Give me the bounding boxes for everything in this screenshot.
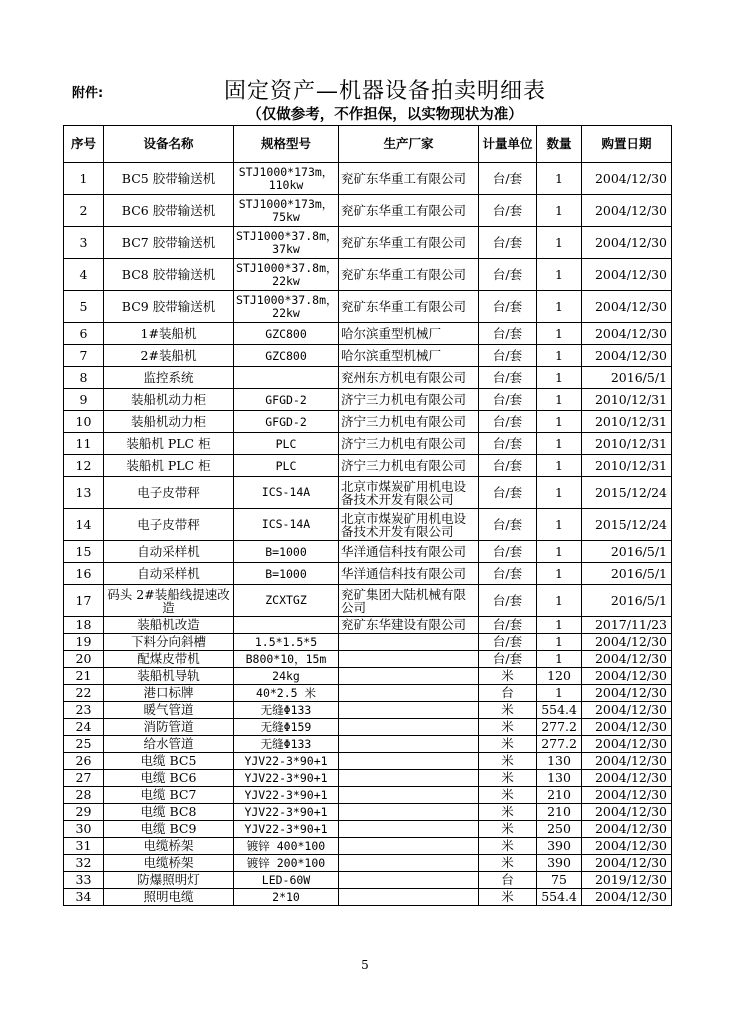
cell-maker <box>339 889 479 906</box>
cell-name: 1#装船机 <box>104 323 234 345</box>
table-row <box>64 291 672 323</box>
cell-qty: 1 <box>537 585 582 617</box>
cell-no: 17 <box>64 585 104 617</box>
cell-date: 2010/12/31 <box>582 389 672 411</box>
cell-maker: 华洋通信科技有限公司 <box>339 541 479 563</box>
cell-no: 12 <box>64 455 104 477</box>
col-header-unit: 计量单位 <box>479 126 537 163</box>
cell-no: 10 <box>64 411 104 433</box>
cell-spec: 24kg <box>234 668 339 685</box>
cell-spec: YJV22-3*90+1 <box>234 753 339 770</box>
cell-name: 装船机导轨 <box>104 668 234 685</box>
table-body <box>64 163 672 906</box>
cell-unit: 台/套 <box>479 411 537 433</box>
cell-no: 27 <box>64 770 104 787</box>
cell-spec: 2*10 <box>234 889 339 906</box>
cell-no: 19 <box>64 634 104 651</box>
cell-spec: GZC800 <box>234 323 339 345</box>
table-row <box>64 345 672 367</box>
cell-no: 15 <box>64 541 104 563</box>
table-row <box>64 804 672 821</box>
cell-name: 配煤皮带机 <box>104 651 234 668</box>
table-row <box>64 770 672 787</box>
cell-unit: 台/套 <box>479 259 537 291</box>
cell-spec: 40*2.5 米 <box>234 685 339 702</box>
cell-no: 4 <box>64 259 104 291</box>
cell-spec: PLC <box>234 455 339 477</box>
cell-unit: 米 <box>479 838 537 855</box>
cell-unit: 台 <box>479 685 537 702</box>
table-row <box>64 872 672 889</box>
cell-spec: YJV22-3*90+1 <box>234 787 339 804</box>
cell-spec: PLC <box>234 433 339 455</box>
cell-spec: 镀锌 400*100 <box>234 838 339 855</box>
cell-date: 2004/12/30 <box>582 855 672 872</box>
cell-name: 装船机动力柜 <box>104 389 234 411</box>
cell-qty: 390 <box>537 855 582 872</box>
table-row <box>64 787 672 804</box>
page-number: 5 <box>361 958 369 972</box>
cell-name: 下料分向斜槽 <box>104 634 234 651</box>
cell-qty: 120 <box>537 668 582 685</box>
cell-qty: 1 <box>537 455 582 477</box>
cell-maker <box>339 685 479 702</box>
cell-date: 2004/12/30 <box>582 702 672 719</box>
cell-unit: 台/套 <box>479 323 537 345</box>
cell-unit: 台/套 <box>479 389 537 411</box>
cell-spec: GFGD-2 <box>234 411 339 433</box>
cell-name: 给水管道 <box>104 736 234 753</box>
cell-no: 25 <box>64 736 104 753</box>
cell-spec <box>234 367 339 389</box>
cell-spec: STJ1000*37.8m，22kw <box>234 291 339 323</box>
cell-maker <box>339 702 479 719</box>
cell-date: 2004/12/30 <box>582 787 672 804</box>
cell-date: 2019/12/30 <box>582 872 672 889</box>
page-subtitle: （仅做参考，不作担保，以实物现状为准） <box>247 107 523 123</box>
cell-no: 11 <box>64 433 104 455</box>
table-row <box>64 509 672 541</box>
cell-unit: 台/套 <box>479 367 537 389</box>
cell-unit: 米 <box>479 804 537 821</box>
cell-spec: 无缝Φ159 <box>234 719 339 736</box>
cell-maker <box>339 838 479 855</box>
cell-name: 装船机改造 <box>104 617 234 634</box>
cell-maker: 济宁三力机电有限公司 <box>339 411 479 433</box>
cell-unit: 米 <box>479 736 537 753</box>
cell-date: 2004/12/30 <box>582 195 672 227</box>
cell-unit: 台/套 <box>479 651 537 668</box>
cell-qty: 210 <box>537 787 582 804</box>
cell-unit: 米 <box>479 821 537 838</box>
cell-qty: 1 <box>537 509 582 541</box>
equipment-table <box>63 125 672 906</box>
cell-unit: 米 <box>479 668 537 685</box>
cell-no: 21 <box>64 668 104 685</box>
cell-qty: 1 <box>537 477 582 509</box>
cell-unit: 米 <box>479 889 537 906</box>
table-row <box>64 838 672 855</box>
cell-maker: 兖矿东华重工有限公司 <box>339 163 479 195</box>
cell-unit: 台/套 <box>479 585 537 617</box>
cell-date: 2004/12/30 <box>582 889 672 906</box>
cell-maker <box>339 804 479 821</box>
cell-no: 28 <box>64 787 104 804</box>
cell-qty: 1 <box>537 291 582 323</box>
cell-name: BC7 胶带输送机 <box>104 227 234 259</box>
table-row <box>64 195 672 227</box>
cell-name: 电子皮带秤 <box>104 477 234 509</box>
cell-unit: 米 <box>479 770 537 787</box>
cell-maker: 北京市煤炭矿用机电设备技术开发有限公司 <box>339 509 479 541</box>
cell-spec: STJ1000*37.8m，22kw <box>234 259 339 291</box>
cell-maker <box>339 872 479 889</box>
cell-maker <box>339 753 479 770</box>
table-row <box>64 719 672 736</box>
cell-date: 2016/5/1 <box>582 367 672 389</box>
table-row <box>64 585 672 617</box>
cell-maker: 济宁三力机电有限公司 <box>339 455 479 477</box>
table-row <box>64 753 672 770</box>
col-header-spec: 规格型号 <box>234 126 339 163</box>
table-row <box>64 651 672 668</box>
cell-maker: 兖矿东华建设有限公司 <box>339 617 479 634</box>
cell-maker: 哈尔滨重型机械厂 <box>339 323 479 345</box>
cell-maker <box>339 634 479 651</box>
cell-qty: 130 <box>537 753 582 770</box>
cell-spec: 镀锌 200*100 <box>234 855 339 872</box>
attachment-label: 附件: <box>72 86 104 101</box>
cell-qty: 1 <box>537 323 582 345</box>
cell-maker <box>339 736 479 753</box>
cell-maker: 济宁三力机电有限公司 <box>339 389 479 411</box>
cell-name: 装船机 PLC 柜 <box>104 455 234 477</box>
table-row <box>64 889 672 906</box>
cell-maker: 兖矿东华重工有限公司 <box>339 195 479 227</box>
table-row <box>64 367 672 389</box>
cell-unit: 台/套 <box>479 227 537 259</box>
table-row <box>64 617 672 634</box>
cell-date: 2016/5/1 <box>582 585 672 617</box>
cell-no: 1 <box>64 163 104 195</box>
cell-qty: 1 <box>537 651 582 668</box>
cell-date: 2004/12/30 <box>582 804 672 821</box>
table-row <box>64 455 672 477</box>
col-header-date: 购置日期 <box>582 126 672 163</box>
page-title: 固定资产—机器设备拍卖明细表 <box>223 79 546 104</box>
cell-name: 自动采样机 <box>104 541 234 563</box>
cell-maker: 兖矿集团大陆机械有限公司 <box>339 585 479 617</box>
table-row <box>64 668 672 685</box>
cell-name: 电缆 BC5 <box>104 753 234 770</box>
cell-qty: 1 <box>537 433 582 455</box>
cell-unit: 台/套 <box>479 617 537 634</box>
cell-no: 3 <box>64 227 104 259</box>
cell-name: 装船机 PLC 柜 <box>104 433 234 455</box>
cell-no: 18 <box>64 617 104 634</box>
cell-maker <box>339 821 479 838</box>
col-header-name: 设备名称 <box>104 126 234 163</box>
cell-spec: GFGD-2 <box>234 389 339 411</box>
cell-name: BC8 胶带输送机 <box>104 259 234 291</box>
cell-no: 34 <box>64 889 104 906</box>
cell-unit: 台/套 <box>479 563 537 585</box>
table-row <box>64 821 672 838</box>
cell-date: 2016/5/1 <box>582 563 672 585</box>
cell-no: 13 <box>64 477 104 509</box>
cell-spec: B=1000 <box>234 563 339 585</box>
cell-qty: 1 <box>537 634 582 651</box>
cell-unit: 台/套 <box>479 477 537 509</box>
table-row <box>64 736 672 753</box>
cell-qty: 1 <box>537 367 582 389</box>
cell-name: 防爆照明灯 <box>104 872 234 889</box>
cell-no: 30 <box>64 821 104 838</box>
cell-date: 2015/12/24 <box>582 509 672 541</box>
table-row <box>64 227 672 259</box>
cell-date: 2004/12/30 <box>582 736 672 753</box>
cell-qty: 554.4 <box>537 702 582 719</box>
cell-spec: YJV22-3*90+1 <box>234 770 339 787</box>
cell-no: 31 <box>64 838 104 855</box>
cell-qty: 1 <box>537 345 582 367</box>
cell-qty: 1 <box>537 195 582 227</box>
cell-unit: 台/套 <box>479 634 537 651</box>
cell-spec: STJ1000*173m，75kw <box>234 195 339 227</box>
cell-date: 2004/12/30 <box>582 634 672 651</box>
cell-qty: 1 <box>537 259 582 291</box>
cell-date: 2004/12/30 <box>582 163 672 195</box>
cell-date: 2004/12/30 <box>582 651 672 668</box>
cell-qty: 554.4 <box>537 889 582 906</box>
cell-unit: 米 <box>479 855 537 872</box>
cell-qty: 277.2 <box>537 736 582 753</box>
cell-name: 电缆 BC6 <box>104 770 234 787</box>
table-row <box>64 855 672 872</box>
cell-qty: 75 <box>537 872 582 889</box>
cell-spec: GZC800 <box>234 345 339 367</box>
table-row <box>64 634 672 651</box>
table-row <box>64 477 672 509</box>
cell-qty: 1 <box>537 389 582 411</box>
cell-name: 监控系统 <box>104 367 234 389</box>
cell-unit: 台/套 <box>479 509 537 541</box>
col-header-qty: 数量 <box>537 126 582 163</box>
cell-name: 2#装船机 <box>104 345 234 367</box>
cell-spec: YJV22-3*90+1 <box>234 804 339 821</box>
cell-date: 2010/12/31 <box>582 411 672 433</box>
cell-name: BC9 胶带输送机 <box>104 291 234 323</box>
cell-unit: 台/套 <box>479 541 537 563</box>
cell-qty: 210 <box>537 804 582 821</box>
cell-qty: 390 <box>537 838 582 855</box>
cell-maker <box>339 787 479 804</box>
cell-maker <box>339 719 479 736</box>
cell-date: 2004/12/30 <box>582 770 672 787</box>
cell-spec: ICS-14A <box>234 509 339 541</box>
cell-unit: 台/套 <box>479 345 537 367</box>
cell-date: 2010/12/31 <box>582 455 672 477</box>
cell-unit: 米 <box>479 787 537 804</box>
cell-no: 6 <box>64 323 104 345</box>
cell-unit: 米 <box>479 702 537 719</box>
cell-qty: 1 <box>537 411 582 433</box>
cell-qty: 1 <box>537 685 582 702</box>
cell-name: 电子皮带秤 <box>104 509 234 541</box>
col-header-maker: 生产厂家 <box>339 126 479 163</box>
cell-name: 电缆 BC8 <box>104 804 234 821</box>
cell-qty: 1 <box>537 227 582 259</box>
col-header-no: 序号 <box>64 126 104 163</box>
cell-qty: 277.2 <box>537 719 582 736</box>
cell-name: 消防管道 <box>104 719 234 736</box>
cell-maker: 济宁三力机电有限公司 <box>339 433 479 455</box>
cell-date: 2015/12/24 <box>582 477 672 509</box>
cell-date: 2004/12/30 <box>582 668 672 685</box>
table-row <box>64 259 672 291</box>
cell-unit: 台/套 <box>479 291 537 323</box>
cell-date: 2004/12/30 <box>582 259 672 291</box>
table-row <box>64 163 672 195</box>
cell-name: 暖气管道 <box>104 702 234 719</box>
cell-no: 9 <box>64 389 104 411</box>
cell-spec: 无缝Φ133 <box>234 702 339 719</box>
cell-qty: 1 <box>537 563 582 585</box>
cell-maker: 兖矿东华重工有限公司 <box>339 259 479 291</box>
cell-name: 港口标牌 <box>104 685 234 702</box>
cell-no: 14 <box>64 509 104 541</box>
cell-date: 2004/12/30 <box>582 345 672 367</box>
table-row <box>64 389 672 411</box>
cell-no: 26 <box>64 753 104 770</box>
cell-qty: 1 <box>537 541 582 563</box>
cell-no: 22 <box>64 685 104 702</box>
cell-no: 23 <box>64 702 104 719</box>
cell-name: BC5 胶带输送机 <box>104 163 234 195</box>
cell-no: 5 <box>64 291 104 323</box>
cell-name: 码头 2#装船线提速改造 <box>104 585 234 617</box>
cell-unit: 台 <box>479 872 537 889</box>
cell-name: 电缆桥架 <box>104 838 234 855</box>
cell-no: 33 <box>64 872 104 889</box>
cell-date: 2004/12/30 <box>582 719 672 736</box>
cell-maker: 北京市煤炭矿用机电设备技术开发有限公司 <box>339 477 479 509</box>
table-header-row <box>64 126 672 163</box>
cell-maker: 兖州东方机电有限公司 <box>339 367 479 389</box>
cell-unit: 台/套 <box>479 455 537 477</box>
cell-maker: 华洋通信科技有限公司 <box>339 563 479 585</box>
cell-unit: 米 <box>479 753 537 770</box>
cell-qty: 250 <box>537 821 582 838</box>
cell-date: 2016/5/1 <box>582 541 672 563</box>
cell-date: 2004/12/30 <box>582 685 672 702</box>
cell-no: 29 <box>64 804 104 821</box>
cell-name: 照明电缆 <box>104 889 234 906</box>
cell-date: 2004/12/30 <box>582 323 672 345</box>
cell-date: 2004/12/30 <box>582 753 672 770</box>
cell-name: 电缆桥架 <box>104 855 234 872</box>
cell-no: 7 <box>64 345 104 367</box>
cell-spec: 无缝Φ133 <box>234 736 339 753</box>
cell-maker <box>339 855 479 872</box>
cell-no: 32 <box>64 855 104 872</box>
table-row <box>64 411 672 433</box>
cell-spec: B800*10，15m <box>234 651 339 668</box>
table-row <box>64 433 672 455</box>
cell-maker <box>339 770 479 787</box>
cell-maker <box>339 668 479 685</box>
cell-name: 电缆 BC9 <box>104 821 234 838</box>
cell-no: 8 <box>64 367 104 389</box>
cell-unit: 米 <box>479 719 537 736</box>
table-row <box>64 563 672 585</box>
cell-qty: 1 <box>537 163 582 195</box>
cell-spec: ICS-14A <box>234 477 339 509</box>
cell-date: 2017/11/23 <box>582 617 672 634</box>
cell-spec: YJV22-3*90+1 <box>234 821 339 838</box>
cell-date: 2010/12/31 <box>582 433 672 455</box>
cell-date: 2004/12/30 <box>582 838 672 855</box>
cell-spec: STJ1000*173m，110kw <box>234 163 339 195</box>
cell-spec: ZCXTGZ <box>234 585 339 617</box>
cell-spec <box>234 617 339 634</box>
cell-spec: 1.5*1.5*5 <box>234 634 339 651</box>
cell-no: 20 <box>64 651 104 668</box>
cell-unit: 台/套 <box>479 195 537 227</box>
cell-spec: B=1000 <box>234 541 339 563</box>
cell-qty: 1 <box>537 617 582 634</box>
cell-name: 电缆 BC7 <box>104 787 234 804</box>
cell-spec: LED-60W <box>234 872 339 889</box>
cell-no: 24 <box>64 719 104 736</box>
cell-spec: STJ1000*37.8m，37kw <box>234 227 339 259</box>
cell-qty: 130 <box>537 770 582 787</box>
cell-maker <box>339 651 479 668</box>
cell-date: 2004/12/30 <box>582 227 672 259</box>
cell-name: 装船机动力柜 <box>104 411 234 433</box>
cell-unit: 台/套 <box>479 433 537 455</box>
cell-maker: 哈尔滨重型机械厂 <box>339 345 479 367</box>
cell-no: 2 <box>64 195 104 227</box>
table-row <box>64 685 672 702</box>
cell-no: 16 <box>64 563 104 585</box>
cell-name: BC6 胶带输送机 <box>104 195 234 227</box>
cell-maker: 兖矿东华重工有限公司 <box>339 227 479 259</box>
cell-unit: 台/套 <box>479 163 537 195</box>
cell-date: 2004/12/30 <box>582 821 672 838</box>
table-row <box>64 323 672 345</box>
cell-maker: 兖矿东华重工有限公司 <box>339 291 479 323</box>
cell-date: 2004/12/30 <box>582 291 672 323</box>
table-row <box>64 702 672 719</box>
cell-name: 自动采样机 <box>104 563 234 585</box>
table-row <box>64 541 672 563</box>
